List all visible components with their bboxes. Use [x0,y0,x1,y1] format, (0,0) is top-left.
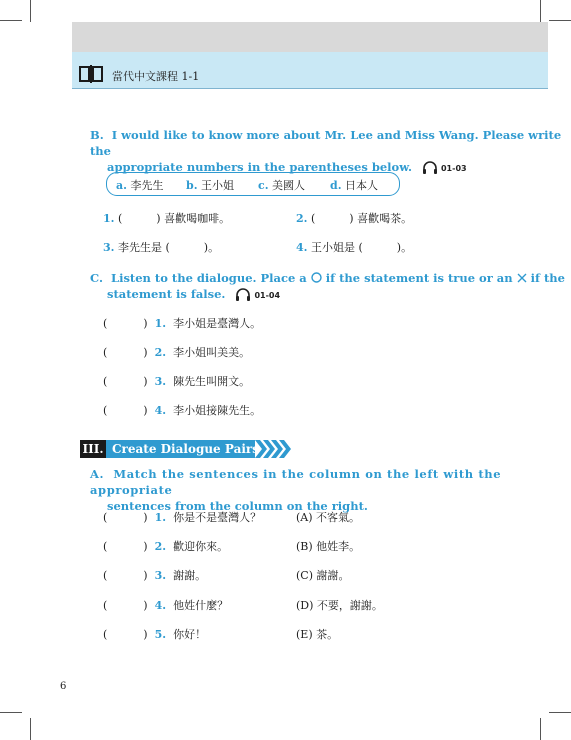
option-b: b. 王小姐 [186,179,235,192]
section-iii-roman: III. [80,440,106,458]
list-item: ( ) 3. 陳先生叫開文。 [103,375,251,388]
match-option: (C) 謝謝。 [296,569,350,582]
headphones-icon[interactable] [235,288,251,302]
section-a-instructions: A. Match the sentences in the column on the left with the appropriate sentences from the column on the right. [90,467,502,513]
list-item: ( ) 1. 你是不是臺灣人？ [103,511,262,524]
section-b-line1: I would like to know more about Mr. Lee and Miss Wang. Please write the [90,128,562,158]
page-number: 6 [60,681,67,692]
track-number: 01-03 [440,164,467,173]
section-b-item-3: 3. 李先生是 ( )。 [103,241,220,254]
section-b-item-1: 1. ( ) 喜歡喝咖啡。 [103,212,231,225]
section-c-instructions: C. Listen to the dialogue. Place a if the statement is true or an if the statement is false. 01-04 [90,271,565,301]
headphones-icon[interactable] [422,161,438,175]
header-divider [72,88,548,89]
section-a-label: A. [90,467,105,481]
section-b-item-2: 2. ( ) 喜歡喝茶。 [296,212,413,225]
section-iii-title: Create Dialogue Pairs [112,442,259,456]
option-c: c. 美國人 [258,179,306,192]
option-d: d. 日本人 [330,179,379,192]
option-a: a. 李先生 [116,179,164,192]
section-c-label: C. [90,271,103,285]
stripes-decoration [255,440,291,458]
cross-icon [517,273,527,283]
match-option: (E) 茶。 [296,628,339,641]
course-title: 當代中文課程 1-1 [112,70,200,83]
list-item: ( ) 3. 謝謝。 [103,569,207,582]
list-item: ( ) 1. 李小姐是臺灣人。 [103,317,262,330]
list-item: ( ) 2. 李小姐叫美美。 [103,346,251,359]
section-b-item-4: 4. 王小姐是 ( )。 [296,241,413,254]
list-item: ( ) 4. 他姓什麼？ [103,599,229,612]
section-b-instructions [90,127,571,177]
section-b-label: B. [90,128,104,142]
match-option: (D) 不要，謝謝。 [296,599,383,612]
match-option: (A) 不客氣。 [296,511,361,524]
circle-icon [311,272,322,283]
match-option: (B) 他姓李。 [296,540,361,553]
track-number: 01-04 [254,291,281,300]
header-gray-band [72,22,548,52]
book-icon [78,64,104,84]
list-item: ( ) 4. 李小姐接陳先生。 [103,404,262,417]
list-item: ( ) 2. 歡迎你來。 [103,540,229,553]
list-item: ( ) 5. 你好！ [103,628,207,641]
section-b-line2: appropriate numbers in the parentheses below. [107,160,412,174]
